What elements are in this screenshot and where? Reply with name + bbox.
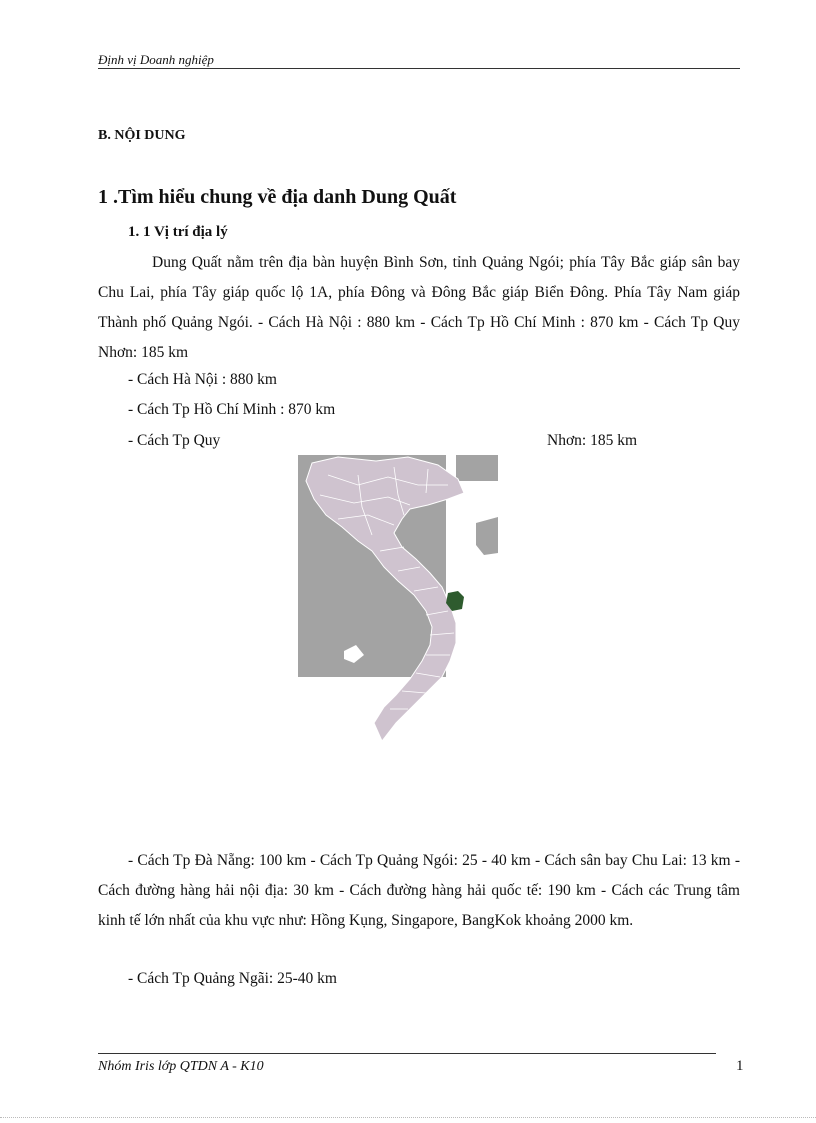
page-header: Định vị Doanh nghiệp — [98, 52, 214, 67]
footer-divider — [98, 1053, 716, 1054]
distance-hcm: - Cách Tp Hồ Chí Minh : 870 km — [128, 401, 336, 418]
page-number: 1 — [736, 1058, 744, 1074]
distance-quynhon-right: Nhơn: 185 km — [547, 432, 638, 449]
paragraph-distances: - Cách Tp Đà Nẵng: 100 km - Cách Tp Quảng Ngói: 25 - 40 km - Cách sân bay Chu Lai: 13 km - Cách đường hàng hải nội địa: 30 km - Cách đường hàng hải quốc tế: 190 km - Cách các Trung tâm kinh tế lớn nhất của khu vực như: Hồng Kụng, Singapore, BangKok khoảng 2000 km. — [98, 852, 740, 929]
section-title: B. NỘI DUNG — [98, 128, 186, 143]
vietnam-map-image — [298, 455, 498, 743]
page-bottom-edge — [0, 1117, 816, 1118]
header-divider — [98, 68, 740, 69]
heading-2: 1. 1 Vị trí địa lý — [128, 224, 228, 240]
heading-1: 1 .Tìm hiểu chung về địa danh Dung Quất — [98, 186, 457, 208]
distance-quangngai: - Cách Tp Quảng Ngãi: 25-40 km — [128, 970, 337, 987]
map-china-coast — [456, 455, 498, 481]
distance-quynhon-left: - Cách Tp Quy — [128, 432, 221, 449]
page-footer: Nhóm Iris lớp QTDN A - K10 — [98, 1059, 264, 1074]
distance-hanoi: - Cách Hà Nội : 880 km — [128, 371, 277, 388]
paragraph-location: Dung Quất nằm trên địa bàn huyện Bình Sơn, tỉnh Quảng Ngói; phía Tây Bắc giáp sân bay Chu Lai, phía Tây giáp quốc lộ 1A, phía Đông và Đông Bắc giáp Biển Đông. Phía Tây Nam giáp Thành phố Quảng Ngói. - Cách Hà Nội : 880 km - Cách Tp Hồ Chí Minh : 870 km - Cách Tp Quy Nhơn: 185 km — [98, 254, 740, 361]
